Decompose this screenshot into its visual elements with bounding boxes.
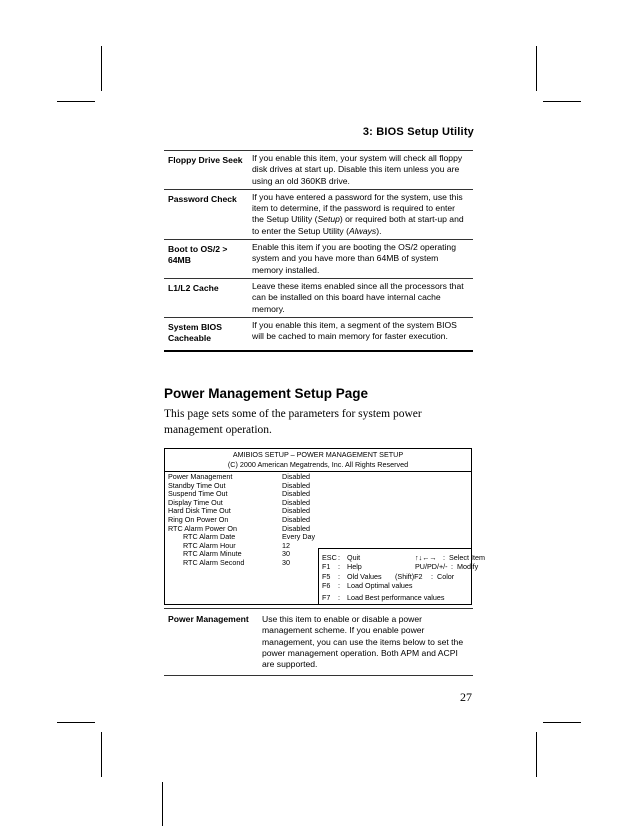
bios-item-label: RTC Alarm Minute (183, 549, 242, 559)
bios-item-value: Disabled (282, 480, 310, 490)
section-title: Power Management Setup Page (164, 386, 369, 401)
bios-item-value: Disabled (282, 472, 310, 481)
description-text: ). (376, 225, 382, 236)
page-number: 27 (460, 690, 472, 704)
bios-item-label: Ring On Power On (168, 514, 229, 524)
bios-item-value: 30 (282, 549, 290, 559)
crop-mark (543, 101, 581, 102)
crop-mark (57, 722, 95, 723)
bios-item-label: RTC Alarm Hour (183, 540, 236, 550)
description-emphasis: Always (348, 225, 377, 236)
settings-table (164, 150, 473, 352)
table-row (164, 189, 473, 239)
key-colon: : (443, 553, 445, 562)
key-description: Color (437, 571, 455, 581)
key-help-row (322, 572, 485, 581)
key-description: Load Optimal values (347, 580, 413, 590)
table-row (164, 317, 473, 351)
key-colon: : (431, 571, 433, 581)
key-name: F7 (322, 593, 331, 603)
crop-mark (101, 732, 102, 777)
setting-description: Leave these items enabled since all the processors that can be installed on this board have internal cache memory. (246, 278, 473, 317)
key-help-row (322, 562, 485, 571)
bios-item-value: Every Day (282, 532, 316, 542)
running-header: 3: BIOS Setup Utility (362, 126, 474, 138)
bios-item-value: Disabled (282, 489, 310, 499)
crop-mark (536, 46, 537, 91)
setting-description: Enable this item if you are booting the OS/2 operating system and you have more than 64MB of system memory installed. (246, 240, 473, 279)
key-help-row (322, 593, 485, 602)
setting-term: System BIOS Cacheable (164, 317, 246, 351)
bios-item-label: Power Management (168, 472, 233, 481)
key-help-row (322, 553, 485, 562)
setting-description: If you enable this item, a segment of the system BIOS will be cached to main memory for faster execution. (246, 317, 473, 351)
description-emphasis: Setup (317, 214, 340, 225)
bios-copyright-line: (C) 2000 American Megatrends, Inc. All Rights Reserved (227, 459, 409, 469)
key-colon: : (338, 580, 340, 590)
table-row (164, 151, 473, 190)
power-management-table (164, 608, 473, 676)
setting-description (246, 189, 473, 239)
bios-item-value: Disabled (282, 523, 310, 533)
bios-title-line: AMIBIOS SETUP – POWER MANAGEMENT SETUP (232, 450, 404, 459)
bios-item-value: 12 (282, 540, 290, 550)
description-text: ) or required both at start-up and to enter the Setup Utility ( (252, 214, 464, 236)
crop-mark (101, 46, 102, 91)
setting-term: Boot to OS/2 > 64MB (164, 240, 246, 279)
bios-item-value: 30 (282, 557, 290, 567)
bios-item-value: Disabled (282, 514, 310, 524)
key-name: ESC (322, 553, 337, 562)
key-name: PU/PD/+/- (415, 562, 448, 572)
bios-item[interactable] (168, 559, 318, 568)
key-help-row (322, 581, 485, 590)
crop-mark (162, 782, 163, 826)
key-name: F6 (322, 580, 331, 590)
bios-screen (164, 448, 485, 605)
bios-item-label: RTC Alarm Second (183, 557, 245, 567)
crop-mark (57, 101, 95, 102)
setting-description: If you enable this item, your system will check all floppy disk drives at start up. Disable this item unless you are using an old 360KB drive. (246, 151, 473, 190)
bios-item-label: Hard Disk Time Out (168, 506, 231, 516)
bios-key-help (318, 548, 485, 604)
setting-term: L1/L2 Cache (164, 278, 246, 317)
table-row (164, 609, 473, 676)
key-name: (Shift)F2 (395, 571, 423, 581)
key-description: Load Best performance values (347, 593, 445, 603)
arrow-keys-icon: ↑↓←→ (415, 553, 437, 562)
bios-item-value: Disabled (282, 497, 310, 507)
key-description: Select Item (449, 553, 485, 562)
bios-item-label: Suspend Time Out (168, 489, 228, 499)
setting-term: Password Check (164, 189, 246, 239)
crop-mark (543, 722, 581, 723)
description-text: If you have entered a password for the system, use this item to determine, if the password is required to enter the Setup Utility ( (252, 191, 463, 225)
key-name: F1 (322, 562, 331, 572)
key-description: Old Values (347, 571, 382, 581)
key-colon: : (338, 593, 340, 603)
bios-item-label: Standby Time Out (168, 480, 226, 490)
crop-mark (536, 732, 537, 777)
key-description: Help (347, 562, 362, 572)
key-name: F5 (322, 571, 331, 581)
intro-paragraph: This page sets some of the parameters for system power management operation. (164, 408, 422, 436)
key-description: Quit (347, 553, 361, 562)
key-colon: : (451, 562, 453, 572)
bios-item-label: RTC Alarm Power On (168, 523, 237, 533)
bios-item-value: Disabled (282, 506, 310, 516)
bios-item-label: Display Time Out (168, 497, 223, 507)
setting-description: Use this item to enable or disable a power management scheme. If you enable power management, you can use the items below to set the power management operation. Both APM and ACPI are supported. (256, 609, 473, 676)
table-row (164, 240, 473, 279)
key-colon: : (338, 562, 340, 572)
bios-item-label: RTC Alarm Date (183, 532, 236, 542)
setting-term: Floppy Drive Seek (164, 151, 246, 190)
bios-item-list (168, 473, 318, 568)
key-description: Modify (457, 562, 479, 572)
key-colon: : (338, 571, 340, 581)
key-colon: : (338, 553, 340, 562)
table-row (164, 278, 473, 317)
setting-term: Power Management (164, 609, 256, 676)
bios-title (165, 449, 471, 472)
